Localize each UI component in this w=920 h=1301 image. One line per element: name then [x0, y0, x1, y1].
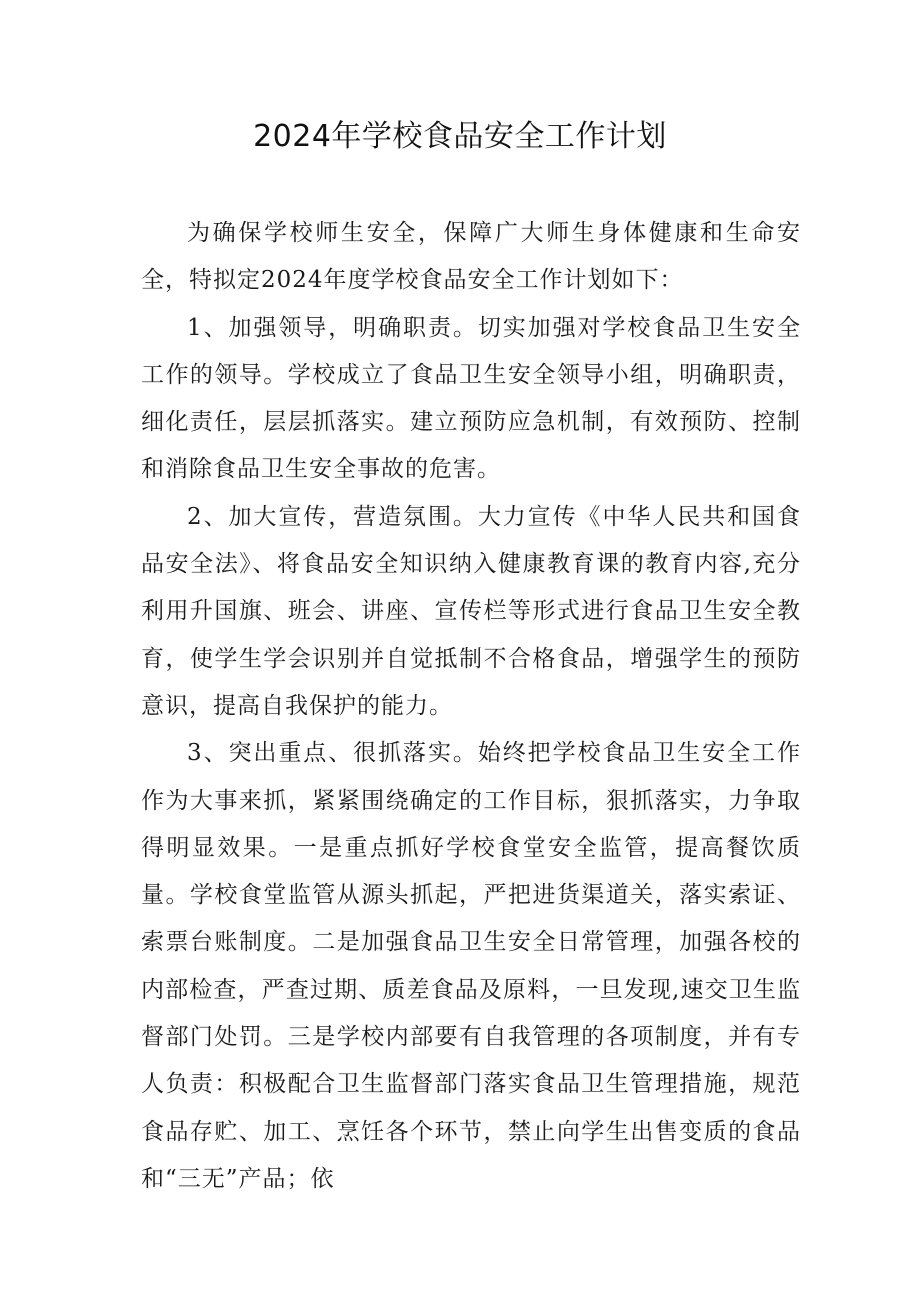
- paragraph-2-publicity: 2、加大宣传，营造氛围。大力宣传《中华人民共和国食品安全法》、将食品安全知识纳入健康教育课的教育内容,充分利用升国旗、班会、讲座、宣传栏等形式进行食品卫生安全教育，使学生学会识别并自觉抵制不合格食品，增强学生的预防意识，提高自我保护的能力。: [141, 503, 801, 719]
- document-body: [141, 210, 801, 1203]
- paragraph-3-key-points: 3、突出重点、很抓落实。始终把学校食品卫生安全工作作为大事来抓，紧紧围绕确定的工作目标，狠抓落实，力争取得明显效果。一是重点抓好学校食堂安全监管，提高餐饮质量。学校食堂监管从源头抓起，严把进货渠道关，落实索证、索票台账制度。二是加强食品卫生安全日常管理，加强各校的内部检查，严查过期、质差食品及原料，一旦发现,速交卫生监督部门处罚。三是学校内部要有自我管理的各项制度，并有专人负责：积极配合卫生监督部门落实食品卫生管理措施，规范食品存贮、加工、烹饪各个环节，禁止向学生出售变质的食品和“三无”产品；依: [141, 740, 801, 1192]
- paragraph-intro: 为确保学校师生安全，保障广大师生身体健康和生命安全，特拟定2024年度学校食品安全工作计划如下：: [141, 220, 801, 294]
- document-title: 2024年学校食品安全工作计划: [253, 119, 667, 154]
- paragraph-1-leadership: 1、加强领导，明确职责。切实加强对学校食品卫生安全工作的领导。学校成立了食品卫生安全领导小组，明确职责，细化责任，层层抓落实。建立预防应急机制，有效预防、控制和消除食品卫生安全事故的危害。: [141, 314, 801, 483]
